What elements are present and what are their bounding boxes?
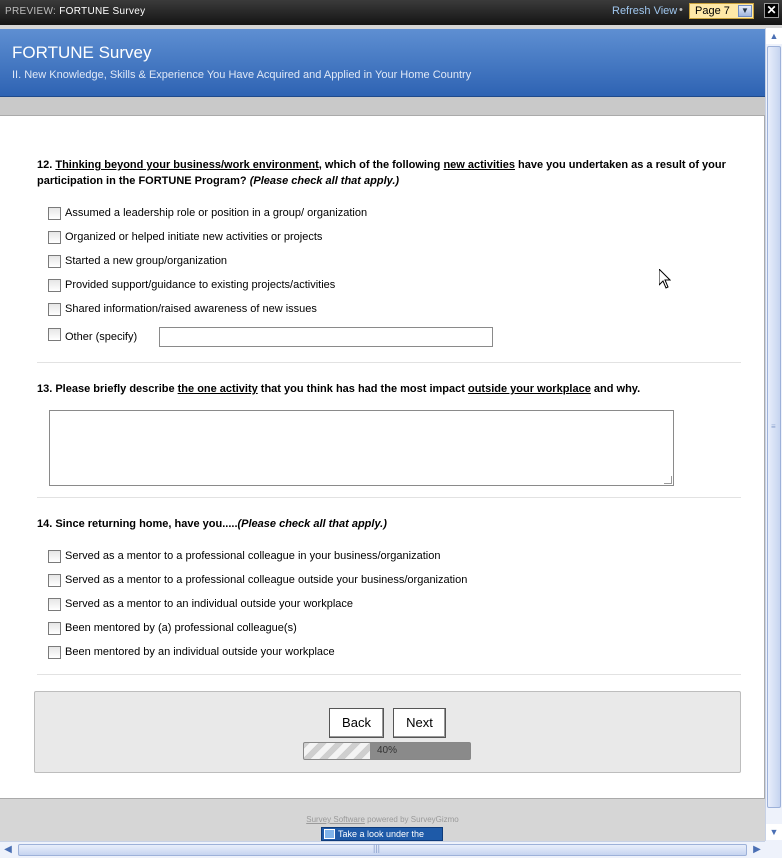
question-12-text bbox=[37, 157, 742, 189]
q14-instruction: (Please check all that apply.) bbox=[237, 518, 387, 530]
option-label: Other (specify) bbox=[65, 331, 138, 343]
scroll-right-icon[interactable]: ▶ bbox=[753, 844, 761, 855]
preview-survey-name: FORTUNE Survey bbox=[59, 6, 146, 17]
chevron-down-icon[interactable]: ▼ bbox=[738, 5, 752, 17]
q12-number: 12. bbox=[37, 159, 56, 171]
checkbox[interactable] bbox=[48, 622, 61, 635]
horizontal-scrollbar[interactable] bbox=[0, 841, 765, 858]
option-label: Served as a mentor to a professional colleague outside your business/organization bbox=[65, 574, 468, 586]
checkbox[interactable] bbox=[48, 328, 61, 341]
q13-text-3: and why. bbox=[590, 383, 641, 395]
grip-icon: ≡ bbox=[771, 422, 776, 431]
option-label: Served as a mentor to a professional colleague in your business/organization bbox=[65, 550, 441, 562]
option-label: Shared information/raised awareness of new issues bbox=[65, 303, 317, 315]
checkbox[interactable] bbox=[48, 231, 61, 244]
checkbox[interactable] bbox=[48, 550, 61, 563]
checkbox[interactable] bbox=[48, 646, 61, 659]
hood-label: Take a look under the bbox=[338, 829, 425, 839]
checkbox[interactable] bbox=[48, 303, 61, 316]
q13-text-1: 13. Please briefly describe bbox=[37, 383, 178, 395]
preview-title bbox=[5, 6, 145, 17]
separator-dot: • bbox=[679, 4, 683, 16]
checkbox[interactable] bbox=[48, 598, 61, 611]
progress-bar bbox=[303, 742, 471, 760]
activity-description-textarea[interactable] bbox=[49, 410, 674, 486]
preview-bar bbox=[0, 0, 782, 25]
survey-software-link[interactable]: Survey Software bbox=[306, 815, 365, 824]
q14-text-1: 14. Since returning home, have you..... bbox=[37, 518, 238, 530]
survey-title: FORTUNE Survey bbox=[12, 43, 152, 62]
resize-grip-icon[interactable] bbox=[664, 476, 672, 484]
option-label: Served as a mentor to an individual outside your workplace bbox=[65, 598, 353, 610]
vertical-scroll-thumb[interactable] bbox=[767, 46, 781, 808]
checkbox[interactable] bbox=[48, 255, 61, 268]
page-select[interactable] bbox=[689, 3, 754, 19]
scroll-down-icon[interactable]: ▼ bbox=[766, 824, 782, 840]
option-label: Been mentored by an individual outside your workplace bbox=[65, 646, 335, 658]
option-label: Started a new group/organization bbox=[65, 255, 228, 267]
question-13-text bbox=[37, 381, 742, 397]
option-label: Assumed a leadership role or position in a group/ organization bbox=[65, 207, 368, 219]
q13-underline-2: outside your workplace bbox=[467, 383, 591, 395]
preview-prefix: PREVIEW: bbox=[5, 6, 57, 17]
q12-text-2: , which of the following bbox=[318, 159, 444, 171]
checkbox[interactable] bbox=[48, 207, 61, 220]
checkbox[interactable] bbox=[48, 574, 61, 587]
navigation-area bbox=[34, 691, 741, 773]
q12-underline-2: new activities bbox=[443, 159, 515, 171]
mouse-cursor-icon bbox=[659, 269, 671, 289]
vertical-scrollbar[interactable] bbox=[765, 28, 782, 841]
checkbox[interactable] bbox=[48, 279, 61, 292]
image-icon bbox=[324, 829, 335, 839]
q12-instruction: (Please check all that apply.) bbox=[249, 175, 400, 187]
divider bbox=[37, 362, 741, 363]
refresh-view-link[interactable]: Refresh View bbox=[612, 5, 678, 17]
other-specify-input[interactable] bbox=[159, 327, 493, 347]
section-subtitle: II. New Knowledge, Skills & Experience You Have Acquired and Applied in Your Home Country bbox=[12, 69, 472, 81]
divider bbox=[37, 497, 741, 498]
q13-text-2: that you think has had the most impact bbox=[257, 383, 468, 395]
grip-icon: ||| bbox=[373, 843, 381, 853]
scrollbar-corner bbox=[765, 841, 782, 858]
footer bbox=[0, 815, 765, 824]
under-the-hood-button[interactable] bbox=[321, 827, 443, 841]
powered-by-text: powered by SurveyGizmo bbox=[364, 815, 459, 824]
scroll-left-icon[interactable]: ◀ bbox=[4, 844, 12, 855]
horizontal-scroll-thumb[interactable] bbox=[18, 844, 747, 856]
scroll-up-icon[interactable]: ▲ bbox=[766, 28, 782, 44]
option-label: Provided support/guidance to existing projects/activities bbox=[65, 279, 336, 291]
progress-text: 40% bbox=[376, 745, 397, 756]
next-button[interactable]: Next bbox=[393, 708, 446, 738]
close-icon[interactable]: ✕ bbox=[764, 3, 779, 18]
option-label: Been mentored by (a) professional colleague(s) bbox=[65, 622, 297, 634]
question-14-text bbox=[37, 516, 742, 532]
survey-header bbox=[0, 29, 765, 97]
q13-underline-1: the one activity bbox=[177, 383, 258, 395]
divider bbox=[37, 674, 741, 675]
option-label: Organized or helped initiate new activities or projects bbox=[65, 231, 323, 243]
back-button[interactable]: Back bbox=[329, 708, 384, 738]
q12-underline-1: Thinking beyond your business/work environment bbox=[55, 159, 319, 171]
header-gap bbox=[0, 97, 765, 115]
q12-text-3: have you undertaken as a result of your participation in the FORTUNE Program? bbox=[37, 159, 726, 187]
page-select-value: Page 7 bbox=[695, 5, 730, 17]
